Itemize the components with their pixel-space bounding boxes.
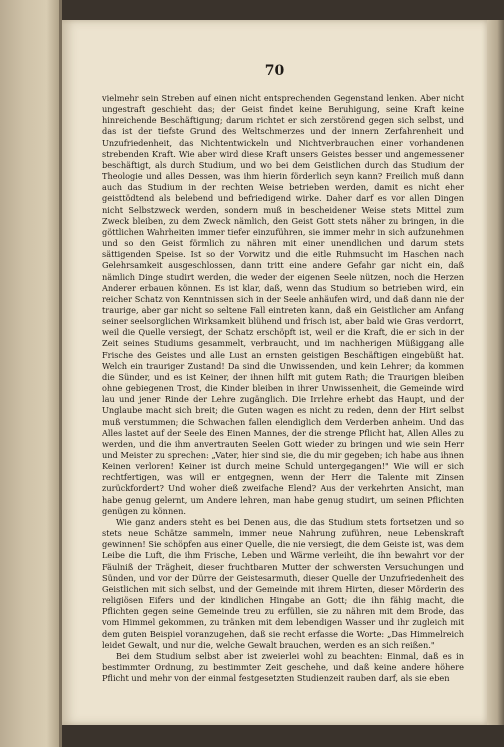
book-page (62, 20, 487, 725)
paragraph-3: Bei dem Studium selbst aber ist zweierlei wohl zu beachten: Einmal, daß es in bestimmter Ordnung, zu bestimmter Zeit geschehe, und daß keine andere höhere Pflicht und mehr von der einmal festgesetzten Studienzeit rauben darf, als sie eben (102, 650, 464, 684)
left-page-stack (0, 0, 62, 747)
page-body (102, 93, 464, 684)
page-number: 70 (264, 63, 285, 79)
paragraph-1: vielmehr sein Streben auf einen nicht entsprechenden Gegenstand lenken. Aber nicht ungestraft geschieht das; der Geist findet keine Beruhigung, seine Kraft keine hinreichende Beschäftigung; darum richtet er sich zerstörend gegen sich selbst, und das ist der tiefste Grund des Weltschmerzes und der innern Zerfahrenheit und Unzufriedenheit, das Nichtentwickeln und Nichtverbrauchen einer vorhandenen strebenden Kraft. Wie aber wird diese Kraft unsers Geistes besser und angemessener beschäftigt, als durch Studium, und wo bei dem Geistlichen durch das Studium der Theologie und alles Dessen, was ihm hierin förderlich seyn kann? Freilich muß dann auch das Studium in der rechten Weise betrieben werden, damit es nicht eher geisttödtend als belebend und befriedigend wirke. Daher darf es vor allen Dingen nicht Selbstzweck werden, sondern muß in bescheidener Weise stets Mittel zum Zweck bleiben, zu dem Zweck nämlich, den Geist Gott stets näher zu bringen, in die göttlichen Wahrheiten immer tiefer einzuführen, sie immer mehr in sich aufzunehmen und so den Geist förmlich zu nähren mit einer unendlichen und darum stets sättigenden Speise. Ist so der Vorwitz und die eitle Ruhmsucht im Haschen nach Gelehrsamkeit ausgeschlossen, dann tritt eine andere Gefahr gar nicht ein, daß nämlich Dinge studirt werden, die weder der eigenen Seele nützen, noch die Herzen Anderer erbauen können. Es ist klar, daß, wenn das Studium so betrieben wird, ein reicher Schatz von Kenntnissen sich in der Seele anhäufen wird, und daß dann nie der traurige, aber gar nicht so seltene Fall eintreten kann, daß ein Geistlicher am Anfang seiner seelsorglichen Wirksamkeit blühend und frisch ist, aber bald wie Gras verdorrt, weil die Quelle versiegt, der Schatz erschöpft ist, weil er die Kraft, die er sich in der Zeit seines Studiums gesammelt, verbraucht, und im nachherigen Müßiggang alle Frische des Geistes und alle Lust an ernsten geistigen Beschäftigen eingebüßt hat. Welch ein trauriger Zustand! Da sind die Unwissenden, und kein Lehrer; da kommen die Sünder, und es ist Keiner, der ihnen hilft mit gutem Rath; die Traurigen bleiben ohne gebiegenen Trost, die Kinder bleiben in ihrer Unwissenheit, die Gemeinde wird lau und jener Rinde der Lehre zugänglich. Die Irrlehre erhebt das Haupt, und der Unglaube macht sich breit; die Guten wagen es nicht zu reden, denn der Hirt selbst muß verstummen; die Schwachen fallen elendiglich dem Verderben anheim. Und das Alles lastet auf der Seele des Einen Mannes, der die strenge Pflicht hat, Allen Alles zu werden, und die ihm anvertrauten Seelen Gott wieder zu bringen und wie sein Herr und Meister zu sprechen: „Vater, hier sind sie, die du mir gegeben; ich habe aus ihnen Keinen verloren! Keiner ist durch meine Schuld untergegangen!" Wie will er sich rechtfertigen, was will er entgegnen, wenn der Herr die Talente mit Zinsen zurückfordert? Und woher dieß zweifache Elend? Aus der verkehrten Ansicht, man habe genug gelernt, um Andere lehren, man habe genug studirt, um seinen Pflichten genügen zu können. (102, 93, 464, 516)
right-page-edge (487, 20, 504, 725)
paragraph-2: Wie ganz anders steht es bei Denen aus, die das Studium stets fortsetzen und so stets neue Schätze sammeln, immer neue Nahrung zuführen, neue Lebenskraft gewinnen! Sie schöpfen aus einer Quelle, die nie versiegt, die dem Geiste ist, was dem Leibe die Luft, die ihm Frische, Leben und Wärme verleiht, die ihn bewahrt vor der Fäulniß der Trägheit, dieser fruchtbaren Mutter der schwersten Versuchungen und Sünden, und vor der Dürre der Geistesarmuth, dieser Quelle der Unzufriedenheit des Geistlichen mit sich selbst, und der Gemeinde mit ihrem Hirten, dieser Mörderin des religiösen Eifers und der kindlichen Hingabe an Gott; die ihn fähig macht, die Pflichten gegen seine Gemeinde treu zu erfüllen, sie zu nähren mit dem Brode, das vom Himmel gekommen, zu tränken mit dem lebendigen Wasser und ihr zugleich mit dem guten Beispiel voranzugehen, daß sie recht erfasse die Worte: „Das Himmelreich leidet Gewalt, und nur die, welche Gewalt brauchen, werden es an sich reißen." (102, 516, 464, 650)
